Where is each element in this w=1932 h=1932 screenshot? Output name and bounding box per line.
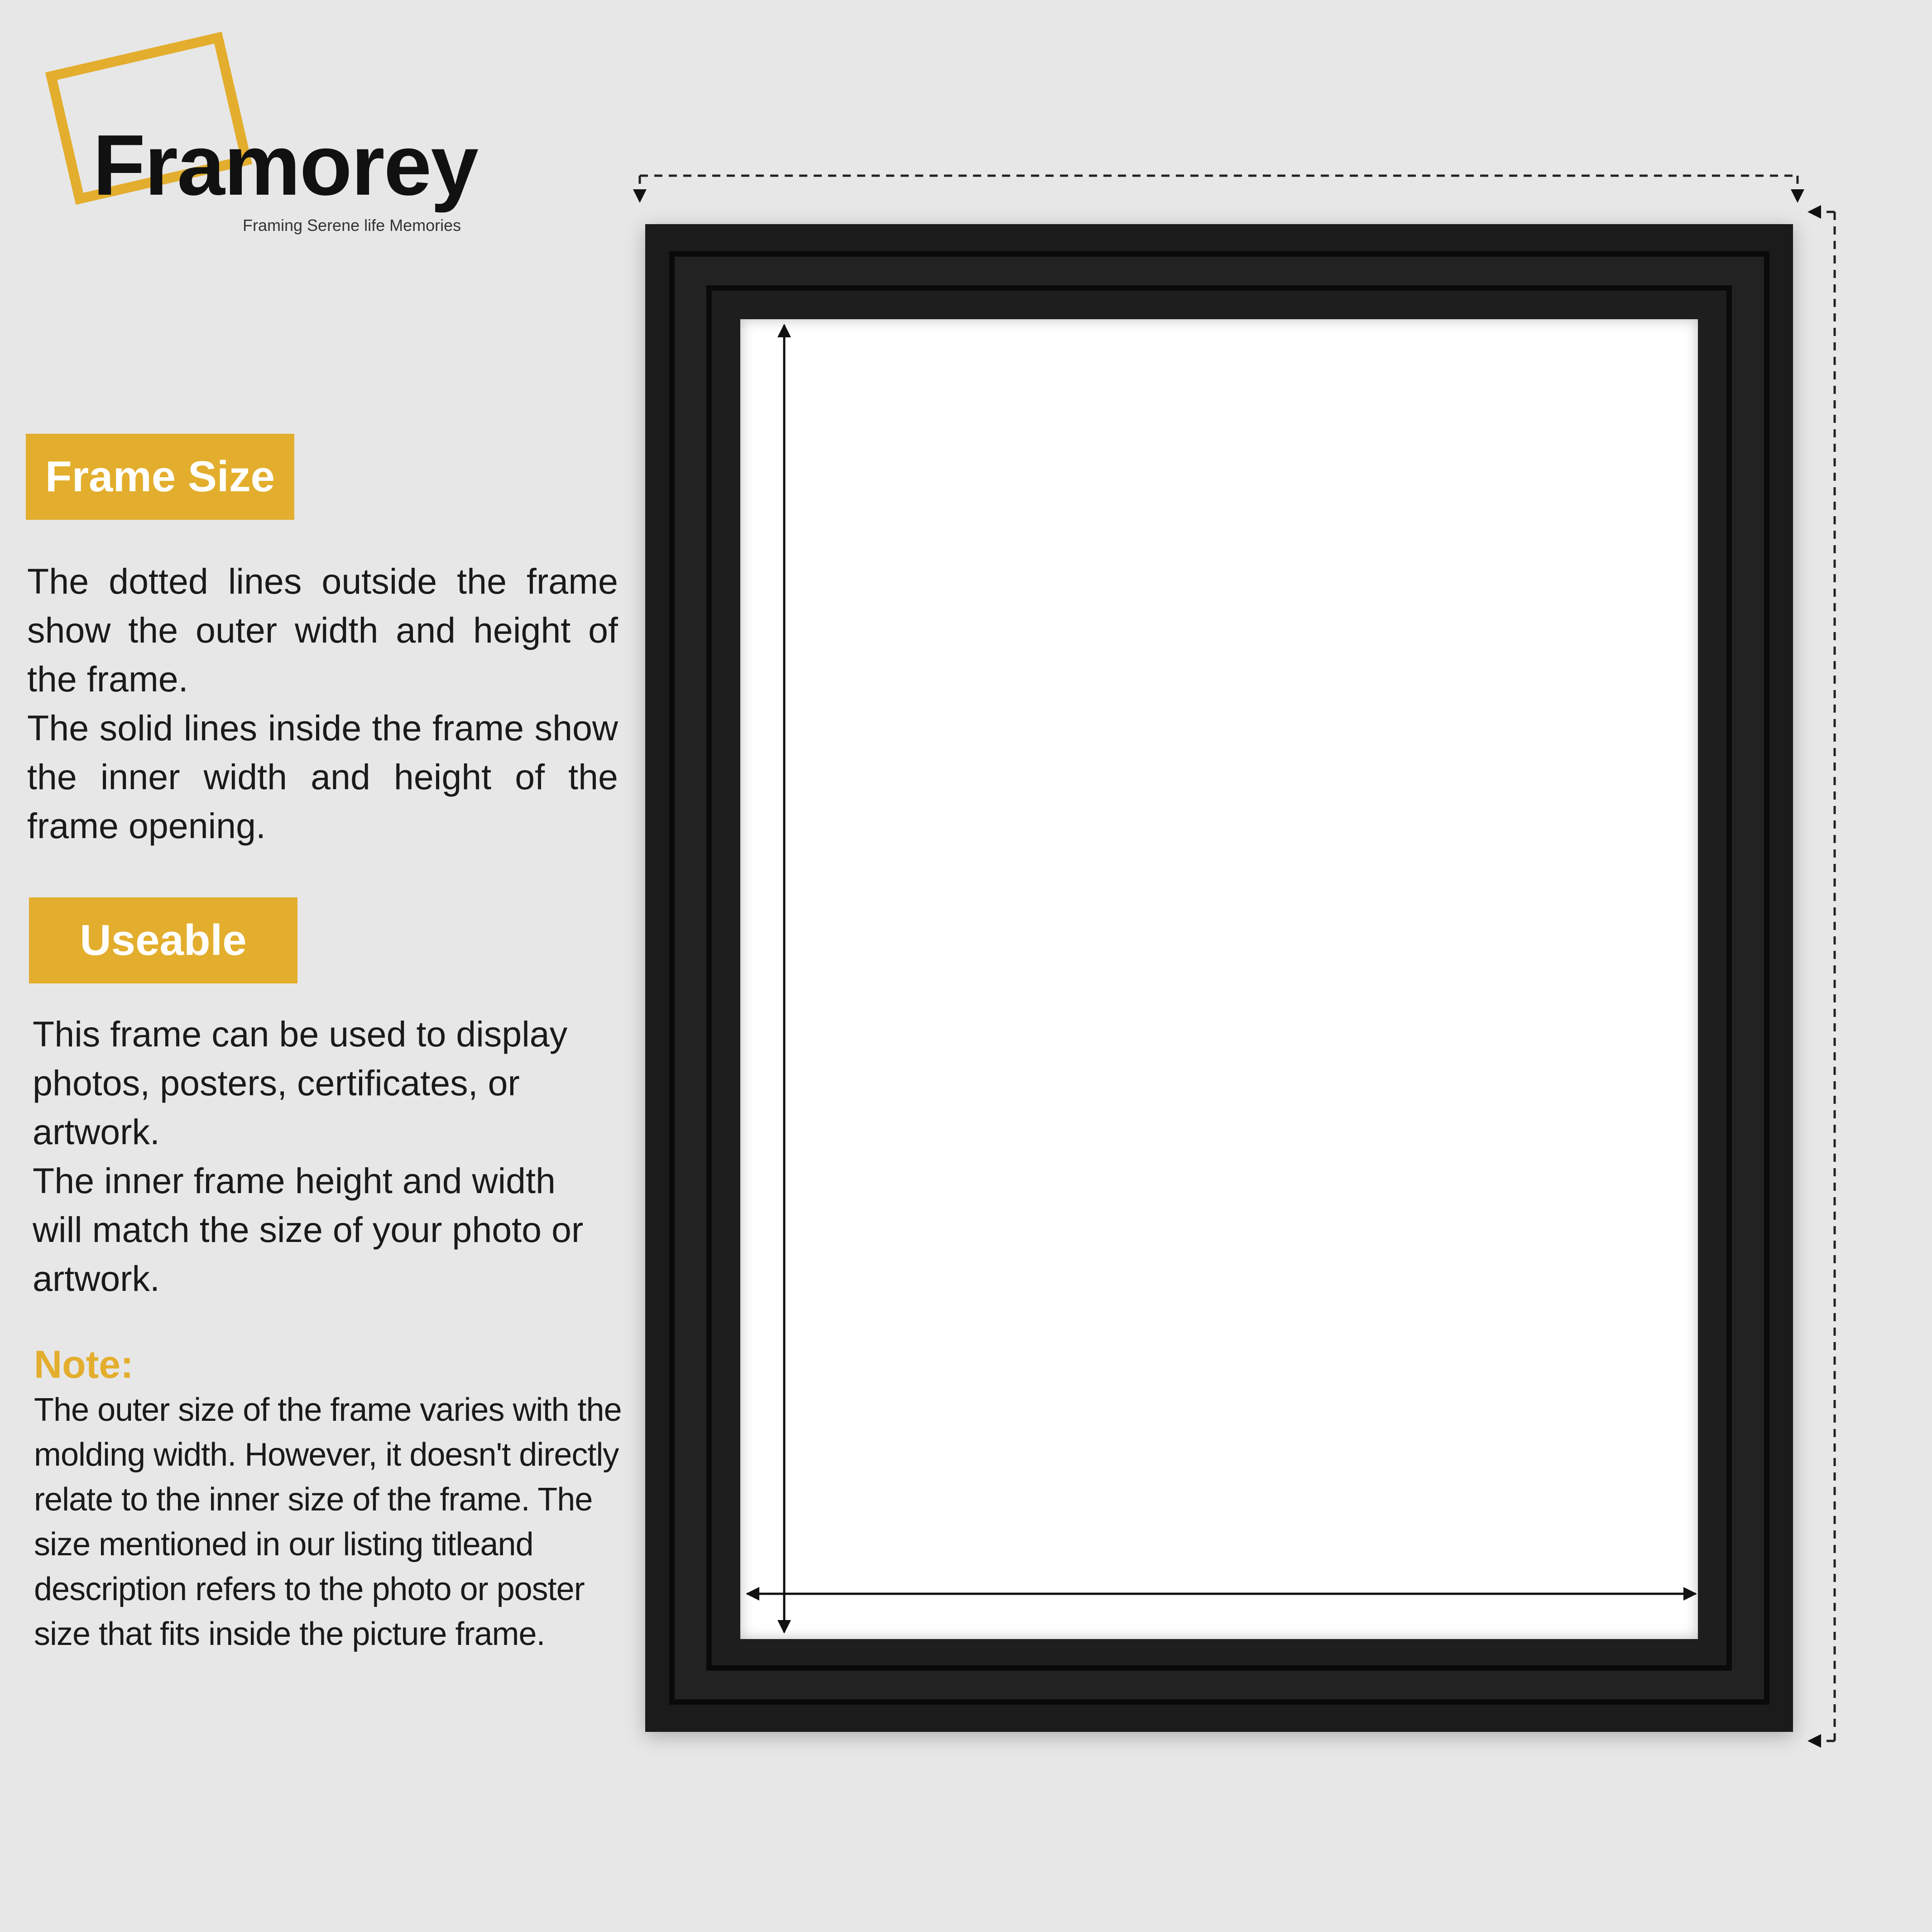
note-text: The outer size of the frame varies with the molding width. However, it doesn't directly relate to the inner size of the frame. The size mentioned in our listing titleand description refers to the photo or poster size that fits inside the picture frame. bbox=[34, 1392, 622, 1652]
frame-size-line-inner: The solid lines inside the frame show the inner width and height of the frame opening. bbox=[27, 708, 618, 846]
brand-logo: Framorey bbox=[93, 117, 478, 213]
frame-size-line-outer: The dotted lines outside the frame show the outer width and height of the frame. bbox=[27, 561, 618, 699]
useable-heading: Useable bbox=[29, 897, 297, 983]
brand-tagline: Framing Serene life Memories bbox=[243, 216, 461, 235]
useable-line-uses: This frame can be used to display photos, posters, certificates, or artwork. bbox=[33, 1014, 568, 1152]
outer-width-dashed-line bbox=[640, 176, 1798, 201]
outer-height-dashed-line bbox=[1809, 212, 1835, 1741]
note-heading: Note: bbox=[34, 1343, 134, 1386]
useable-line-size: The inner frame height and width will match the size of your photo or artwork. bbox=[33, 1160, 584, 1299]
frame-size-heading: Frame Size bbox=[26, 434, 294, 520]
